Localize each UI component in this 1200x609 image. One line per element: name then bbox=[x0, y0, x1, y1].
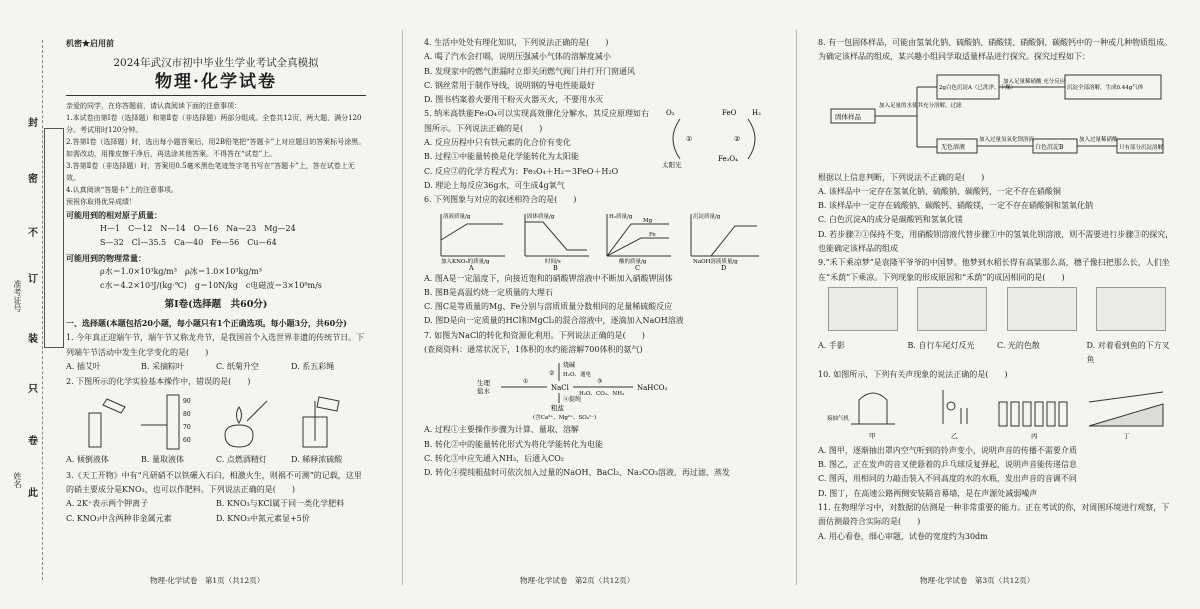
cycle-label: O₂ bbox=[666, 109, 675, 118]
option[interactable]: C. 图C是等质量的Mg、Fe分别与溶质质量分数相同的足量稀硫酸反应 bbox=[424, 302, 673, 312]
binding-char: 只 bbox=[28, 384, 38, 395]
atomic-mass-row: S—32 Cl—35.5 Ca—40 Fe—56 Cu—64 bbox=[100, 238, 277, 248]
option[interactable]: A. 喝了汽水会打嗝，说明压强减小气体的溶解度减小 bbox=[424, 52, 611, 62]
cut-line bbox=[42, 40, 43, 580]
notice-block bbox=[66, 100, 366, 208]
question-3: 3.《天工开物》中有“凡研硝不以铁碾入石臼，相激火生，则祸不可测”的记载，这里的硝主要成分是KNO₃，也可以作肥料。下列说法正确的是( ) bbox=[66, 470, 362, 495]
scale-label: 80 bbox=[183, 411, 191, 419]
page-1 bbox=[66, 36, 366, 526]
exploration-flowchart bbox=[827, 67, 1167, 169]
graph-xlabel: 时间/s bbox=[544, 258, 561, 265]
atomic-mass-label: 可能用到的相对原子质量： bbox=[66, 209, 162, 220]
notice-line: 2.答第Ⅰ卷（选择题）时，选出每小题答案后，用2B铅笔把“答题卡”上对应题目的答案标号涂黑。如需改动，用橡皮擦干净后，再选涂其他答案。不得答在“试卷”上。 bbox=[66, 137, 366, 158]
nacl-conversion-figure bbox=[467, 359, 727, 421]
flow-label: H₂O、通电 bbox=[562, 372, 591, 379]
tuning-fork-illustration bbox=[943, 390, 967, 440]
option[interactable]: A. 2K⁺表示两个钾离子 bbox=[66, 499, 149, 509]
cycle-label: H₂ bbox=[752, 109, 761, 118]
page-divider bbox=[796, 30, 797, 585]
page-footer: 物理·化学试卷 第3页（共12页） bbox=[920, 576, 1035, 585]
series-label: Mg bbox=[642, 217, 652, 224]
question-11: 11. 在物理学习中，对数据的估测是一种非常重要的能力。正在考试的你，对周围环境进行观察，下面估测最符合实际的是( ) bbox=[818, 503, 1170, 527]
graph-tag: D bbox=[720, 263, 726, 270]
question-3-options bbox=[66, 497, 366, 526]
option[interactable]: A. 图A是一定温度下，向接近饱和的硝酸钾溶液中不断加入硝酸钾固体 bbox=[424, 273, 673, 283]
option[interactable]: C. 转化③中应先通入NH₃，后通入CO₂ bbox=[424, 453, 564, 463]
figure-label: 接抽气机 bbox=[827, 415, 850, 422]
water-bottles-illustration bbox=[999, 402, 1067, 440]
flow-step: 加入足量稀硝酸 充分反应 bbox=[1003, 78, 1066, 85]
option[interactable]: D. 图书档案着火要用干粉灭火器灭火，不要用水灭 bbox=[424, 95, 604, 105]
option[interactable]: B. 自行车尾灯反光 bbox=[907, 340, 975, 350]
graph-ylabel: 固体质量/g bbox=[526, 213, 554, 220]
flow-box: 2g白色沉淀A（已洗净、干燥） bbox=[939, 84, 1016, 91]
graph-d bbox=[691, 212, 759, 270]
confidential-mark: 机密★启用前 bbox=[66, 38, 114, 48]
option[interactable]: D. 转化④提纯粗盐时可依次加入过量的NaOH、BaCl₂、Na₂CO₃溶液，再过滤、蒸发 bbox=[424, 468, 730, 478]
binding-char: 此 bbox=[28, 488, 38, 499]
physical-constants-row: c水＝4.2×10³J/(kg·℃) g＝10N/kg c电磁波＝3×10⁸m/s bbox=[100, 281, 322, 291]
hand-shadow-photo bbox=[828, 287, 898, 331]
option[interactable]: D. 对着看到鱼的下方叉鱼 bbox=[1086, 340, 1170, 365]
graph-a bbox=[441, 212, 505, 270]
page-footer: 物理·化学试卷 第2页（共12页） bbox=[520, 576, 635, 585]
title-rule bbox=[66, 95, 366, 96]
flow-box: 只有部分沉淀溶解 bbox=[1119, 144, 1164, 151]
question-8: 8. 有一包固体样品，可能由氢氧化钠、硫酸钠、硝酸镁、硝酸铜、碳酸钙中的一种或几种物质组成。为确定该样品的组成，某兴趣小组同学取适量样品进行探究。探究过程如下： bbox=[818, 38, 1173, 62]
flow-label: 盐水 bbox=[476, 387, 490, 396]
atomic-mass-row: H—1 C—12 N—14 O—16 Na—23 Mg—24 bbox=[100, 224, 296, 234]
flow-step: 加入过量稀硝酸 bbox=[1079, 136, 1118, 143]
flow-label: ① bbox=[522, 378, 528, 386]
exam-id-box bbox=[44, 128, 64, 348]
cycle-label: ② bbox=[734, 135, 741, 144]
flow-box: 白色沉淀B bbox=[1035, 143, 1064, 151]
flow-box: 无色溶液 bbox=[941, 143, 966, 151]
flow-label: 烧碱 bbox=[562, 362, 575, 370]
question-9-figures bbox=[818, 287, 1176, 337]
option[interactable]: B. 图乙，正在发声的音叉使悬着的乒乓球反复弹起，说明声音能传递信息 bbox=[818, 460, 1077, 470]
flow-step: 加入足量的水使其充分溶解，过滤 bbox=[879, 102, 962, 109]
pouring-liquid-illustration bbox=[89, 399, 125, 447]
flow-label: ③ bbox=[596, 378, 602, 386]
option[interactable]: B. 图B是高温灼烧一定质量的大理石 bbox=[424, 287, 553, 297]
option[interactable]: D. 图丁，在高速公路两侧安装隔音幕墙，是在声源处减弱噪声 bbox=[818, 488, 1038, 498]
page-divider bbox=[402, 30, 403, 585]
option[interactable]: A. 过程①主要操作步骤为计算、量取、溶解 bbox=[424, 425, 579, 435]
cycle-label: ① bbox=[686, 135, 693, 144]
question-1: 1. 今年真正迎端午节，端午节又称龙舟节，是我国首个入选世界非遗的传统节日。下列端午节活动中发生化学变化的是( ) bbox=[66, 333, 365, 357]
option[interactable]: C. 点燃酒精灯 bbox=[216, 455, 267, 465]
option[interactable]: C. 白色沉淀A的成分是碳酸钙和氢氧化镁 bbox=[818, 215, 963, 225]
lab-operations-figure bbox=[71, 391, 361, 451]
option[interactable]: A. 该样品中一定存在氢氧化钠、硫酸钠、碳酸钙，一定不存在硝酸铜 bbox=[818, 186, 1061, 196]
flow-label: NaHCO₃ bbox=[636, 384, 667, 393]
notice-line: 亲爱的同学，在你答题前，请认真阅读下面的注意事项： bbox=[66, 101, 241, 110]
option[interactable]: B. 该样品中一定存在硫酸钠、碳酸钙、硝酸镁，一定不存在硝酸铜和氢氧化钠 bbox=[818, 201, 1093, 211]
question-10: 10. 如图所示，下列有关声现象的说法正确的是( ) bbox=[818, 369, 1008, 379]
flow-label: H₂O、CO₂、NH₃ bbox=[578, 391, 624, 398]
option[interactable]: A. 插艾叶 bbox=[66, 361, 101, 371]
option[interactable]: D. 理论上每反应36g水，可生成4g氧气 bbox=[424, 180, 565, 190]
cycle-label: FeO bbox=[722, 109, 737, 118]
option[interactable]: A. 倾倒液体 bbox=[66, 455, 109, 465]
scale-label: 60 bbox=[183, 437, 191, 445]
cycle-label: 太阳光 bbox=[662, 161, 682, 170]
question-1-options bbox=[66, 360, 366, 374]
section-heading: 第Ⅰ卷(选择题 共60分) bbox=[164, 298, 268, 310]
question-6-graphs bbox=[427, 210, 767, 270]
flow-label: ② bbox=[548, 370, 554, 378]
alcohol-lamp-illustration bbox=[225, 401, 267, 447]
option[interactable]: D. 若步骤②①保持不变，用硝酸钡溶液代替步骤①中的氢氧化钡溶液，则不需要进行步骤③的探究，也能确定该样品的组成 bbox=[818, 229, 1174, 254]
option[interactable]: A. 手影 bbox=[818, 340, 845, 350]
option[interactable]: D. 系五彩绳 bbox=[291, 361, 335, 371]
graph-c bbox=[607, 212, 671, 270]
option[interactable]: C. 反应②的化学方程式为：Fe₃O₄＋H₂＝3FeO＋H₂O bbox=[424, 166, 619, 176]
option[interactable]: C. 光的色散 bbox=[997, 340, 1040, 350]
flow-step: 加入过量氢氧化钡溶液 bbox=[979, 136, 1035, 143]
flow-box: 固体样品 bbox=[835, 112, 861, 121]
option[interactable]: D. 图D是向一定质量的HCl和MgCl₂的混合溶液中，逐滴加入NaOH溶液 bbox=[424, 316, 684, 326]
option[interactable]: C. 钢丝常用于制作导线，说明钢的导电性能最好 bbox=[424, 80, 595, 90]
prism-dispersion-photo bbox=[1007, 287, 1077, 331]
flow-label: 生理 bbox=[476, 379, 490, 388]
bicycle-photo bbox=[917, 287, 987, 331]
graph-tag: B bbox=[552, 263, 558, 270]
option[interactable]: D. KNO₃中氮元素显+5价 bbox=[216, 513, 310, 523]
binding-char: 装 bbox=[28, 334, 38, 345]
option[interactable]: B. 转化②中的能量转化形式为将化学能转化为电能 bbox=[424, 439, 603, 449]
option[interactable]: A. 反应历程中只有铁元素的化合价有变化 bbox=[424, 138, 571, 148]
question-2-options bbox=[66, 453, 366, 467]
binding-char: 订 bbox=[28, 274, 38, 285]
flow-label: NaCl bbox=[550, 384, 569, 393]
figure-label: 乙 bbox=[951, 431, 958, 440]
question-2: 2. 下图所示的化学实验基本操作中，错误的是( ) bbox=[66, 377, 251, 387]
scale-label: 90 bbox=[183, 398, 191, 406]
series-label: Fe bbox=[648, 231, 656, 238]
physical-constants-row: ρ水＝1.0×10³kg/m³ ρ冰＝1.0×10³kg/m³ bbox=[100, 267, 262, 277]
notice-line: 3.答第Ⅱ卷（非选择题）时，答案用0.5毫米黑色笔迹签字笔书写在“答题卡”上，答在试卷上无效。 bbox=[66, 161, 355, 182]
option[interactable]: C. 纸菊升空 bbox=[216, 361, 259, 371]
option[interactable]: B. 发现家中的燃气泄漏时立即关闭燃气阀门并打开门窗通风 bbox=[424, 66, 635, 76]
measuring-cylinder-illustration bbox=[141, 395, 191, 449]
flow-box: 沉淀全部溶解，生成0.44g气体 bbox=[1067, 84, 1144, 91]
name-label: 姓名 bbox=[13, 472, 22, 488]
page-footer: 物理·化学试卷 第1页（共12页） bbox=[150, 576, 265, 585]
question-4: 4. 生活中处处有理化知识，下列说法正确的是( ) bbox=[424, 38, 609, 47]
figure-label: 丙 bbox=[1031, 431, 1038, 440]
figure-label: 丁 bbox=[1123, 431, 1130, 440]
scale-label: 70 bbox=[183, 424, 191, 432]
notice-line: 1.本试卷由第Ⅰ卷（选择题）和第Ⅱ卷（非选择题）两部分组成。全卷共12页，两大题，满分120分。考试用时120分钟。 bbox=[66, 113, 362, 134]
figure-label: 甲 bbox=[869, 431, 876, 440]
notice-line: 预祝你取得优异成绩！ bbox=[66, 197, 136, 206]
question-8-prompt: 根据以上信息判断，下列说法不正确的是( ) bbox=[818, 172, 985, 182]
flow-label: (含Ca²⁺、Mg²⁺、SO₄²⁻) bbox=[532, 415, 596, 422]
sound-phenomena-figures bbox=[827, 384, 1167, 442]
option[interactable]: B. 采摘粽叶 bbox=[141, 361, 184, 371]
bell-jar-illustration bbox=[827, 393, 895, 440]
sound-barrier-illustration bbox=[1089, 392, 1163, 440]
binding-strip bbox=[4, 40, 60, 580]
graph-xlabel: 酸的质量/g bbox=[618, 258, 646, 265]
exam-title: 2024年武汉市初中毕业生学业考试全真模拟 bbox=[113, 57, 319, 70]
page-2 bbox=[424, 36, 769, 481]
question-7-note: (查阅资料：通常状况下，1体积的水约能溶解700体积的氨气) bbox=[424, 345, 643, 355]
question-9: 9.“禾下乘凉梦”是袁隆平爷爷的中国梦。他梦到水稻长得有高粱那么高，穗子像扫把那么长，人们坐在“禾荫”下乘凉。下列现象的形成原因和“禾荫”的成因相同的是( ) bbox=[818, 258, 1170, 282]
spear-fishing-photo bbox=[1096, 287, 1166, 331]
notice-line: 4.认真阅读“答题卡”上的注意事项。 bbox=[66, 185, 178, 194]
flow-label: 粗盐 bbox=[550, 404, 564, 413]
binding-char: 不 bbox=[28, 228, 38, 239]
graph-tag: A bbox=[468, 263, 474, 270]
graph-ylabel: 溶液质量/g bbox=[442, 213, 470, 220]
binding-char: 密 bbox=[28, 174, 38, 185]
graph-ylabel: H₂质量/g bbox=[608, 213, 632, 220]
section-intro: 一、选择题(本题包括20小题，每小题只有1个正确选项。每小题3分，共60分) bbox=[66, 317, 347, 328]
question-5: 5. 纳米高铁能Fe₃O₄可以实现高效催化分解水，其反应原理如右图所示。下列说法正确的是( ) bbox=[424, 109, 649, 133]
binding-char: 封 bbox=[28, 118, 38, 129]
option[interactable]: C. 图丙，用相同的力敲击装入不同高度的水的水瓶，发出声音的音调不同 bbox=[818, 474, 1077, 484]
option[interactable]: B. KNO₃与KCl属于同一类化学肥料 bbox=[216, 499, 345, 509]
graph-xlabel: 加入KNO₃的质量/g bbox=[440, 258, 490, 265]
option[interactable]: D. 稀释浓硫酸 bbox=[291, 455, 343, 465]
graph-xlabel: NaOH溶液质量/g bbox=[692, 258, 738, 265]
graph-ylabel: 沉淀质量/g bbox=[692, 213, 720, 220]
dilution-illustration bbox=[303, 397, 339, 447]
physical-constants-label: 可能用到的物理常量： bbox=[66, 252, 146, 263]
exam-number-label: 准考证号 bbox=[13, 280, 22, 312]
page-3 bbox=[818, 36, 1176, 544]
graph-tag: C bbox=[634, 263, 640, 270]
cycle-label: Fe₃O₄ bbox=[718, 155, 738, 164]
option[interactable]: A. 图甲，逐渐抽出罩内空气听到的铃声变小，说明声音的传播不需要介质 bbox=[818, 445, 1077, 455]
option[interactable]: A. 用心看卷，细心审题，试卷的宽度约为30dm bbox=[818, 531, 988, 541]
question-6: 6. 下列图象与对应的叙述相符合的是( ) bbox=[424, 195, 577, 205]
binding-char: 卷 bbox=[28, 436, 38, 447]
graph-b bbox=[525, 212, 589, 270]
question-7: 7. 如图为NaCl的转化和资源化利用。下列说法正确的是( ) bbox=[424, 330, 645, 340]
question-9-options bbox=[818, 339, 1176, 368]
option[interactable]: C. KNO₃中含两种非金属元素 bbox=[66, 513, 172, 523]
water-splitting-cycle-figure bbox=[662, 105, 766, 171]
flow-label: ④提纯 bbox=[562, 396, 581, 404]
option[interactable]: B. 量取液体 bbox=[141, 455, 184, 465]
option[interactable]: B. 过程①中能量转换是化学能转化为太阳能 bbox=[424, 152, 579, 162]
exam-subtitle: 物理·化学试卷 bbox=[155, 71, 277, 92]
